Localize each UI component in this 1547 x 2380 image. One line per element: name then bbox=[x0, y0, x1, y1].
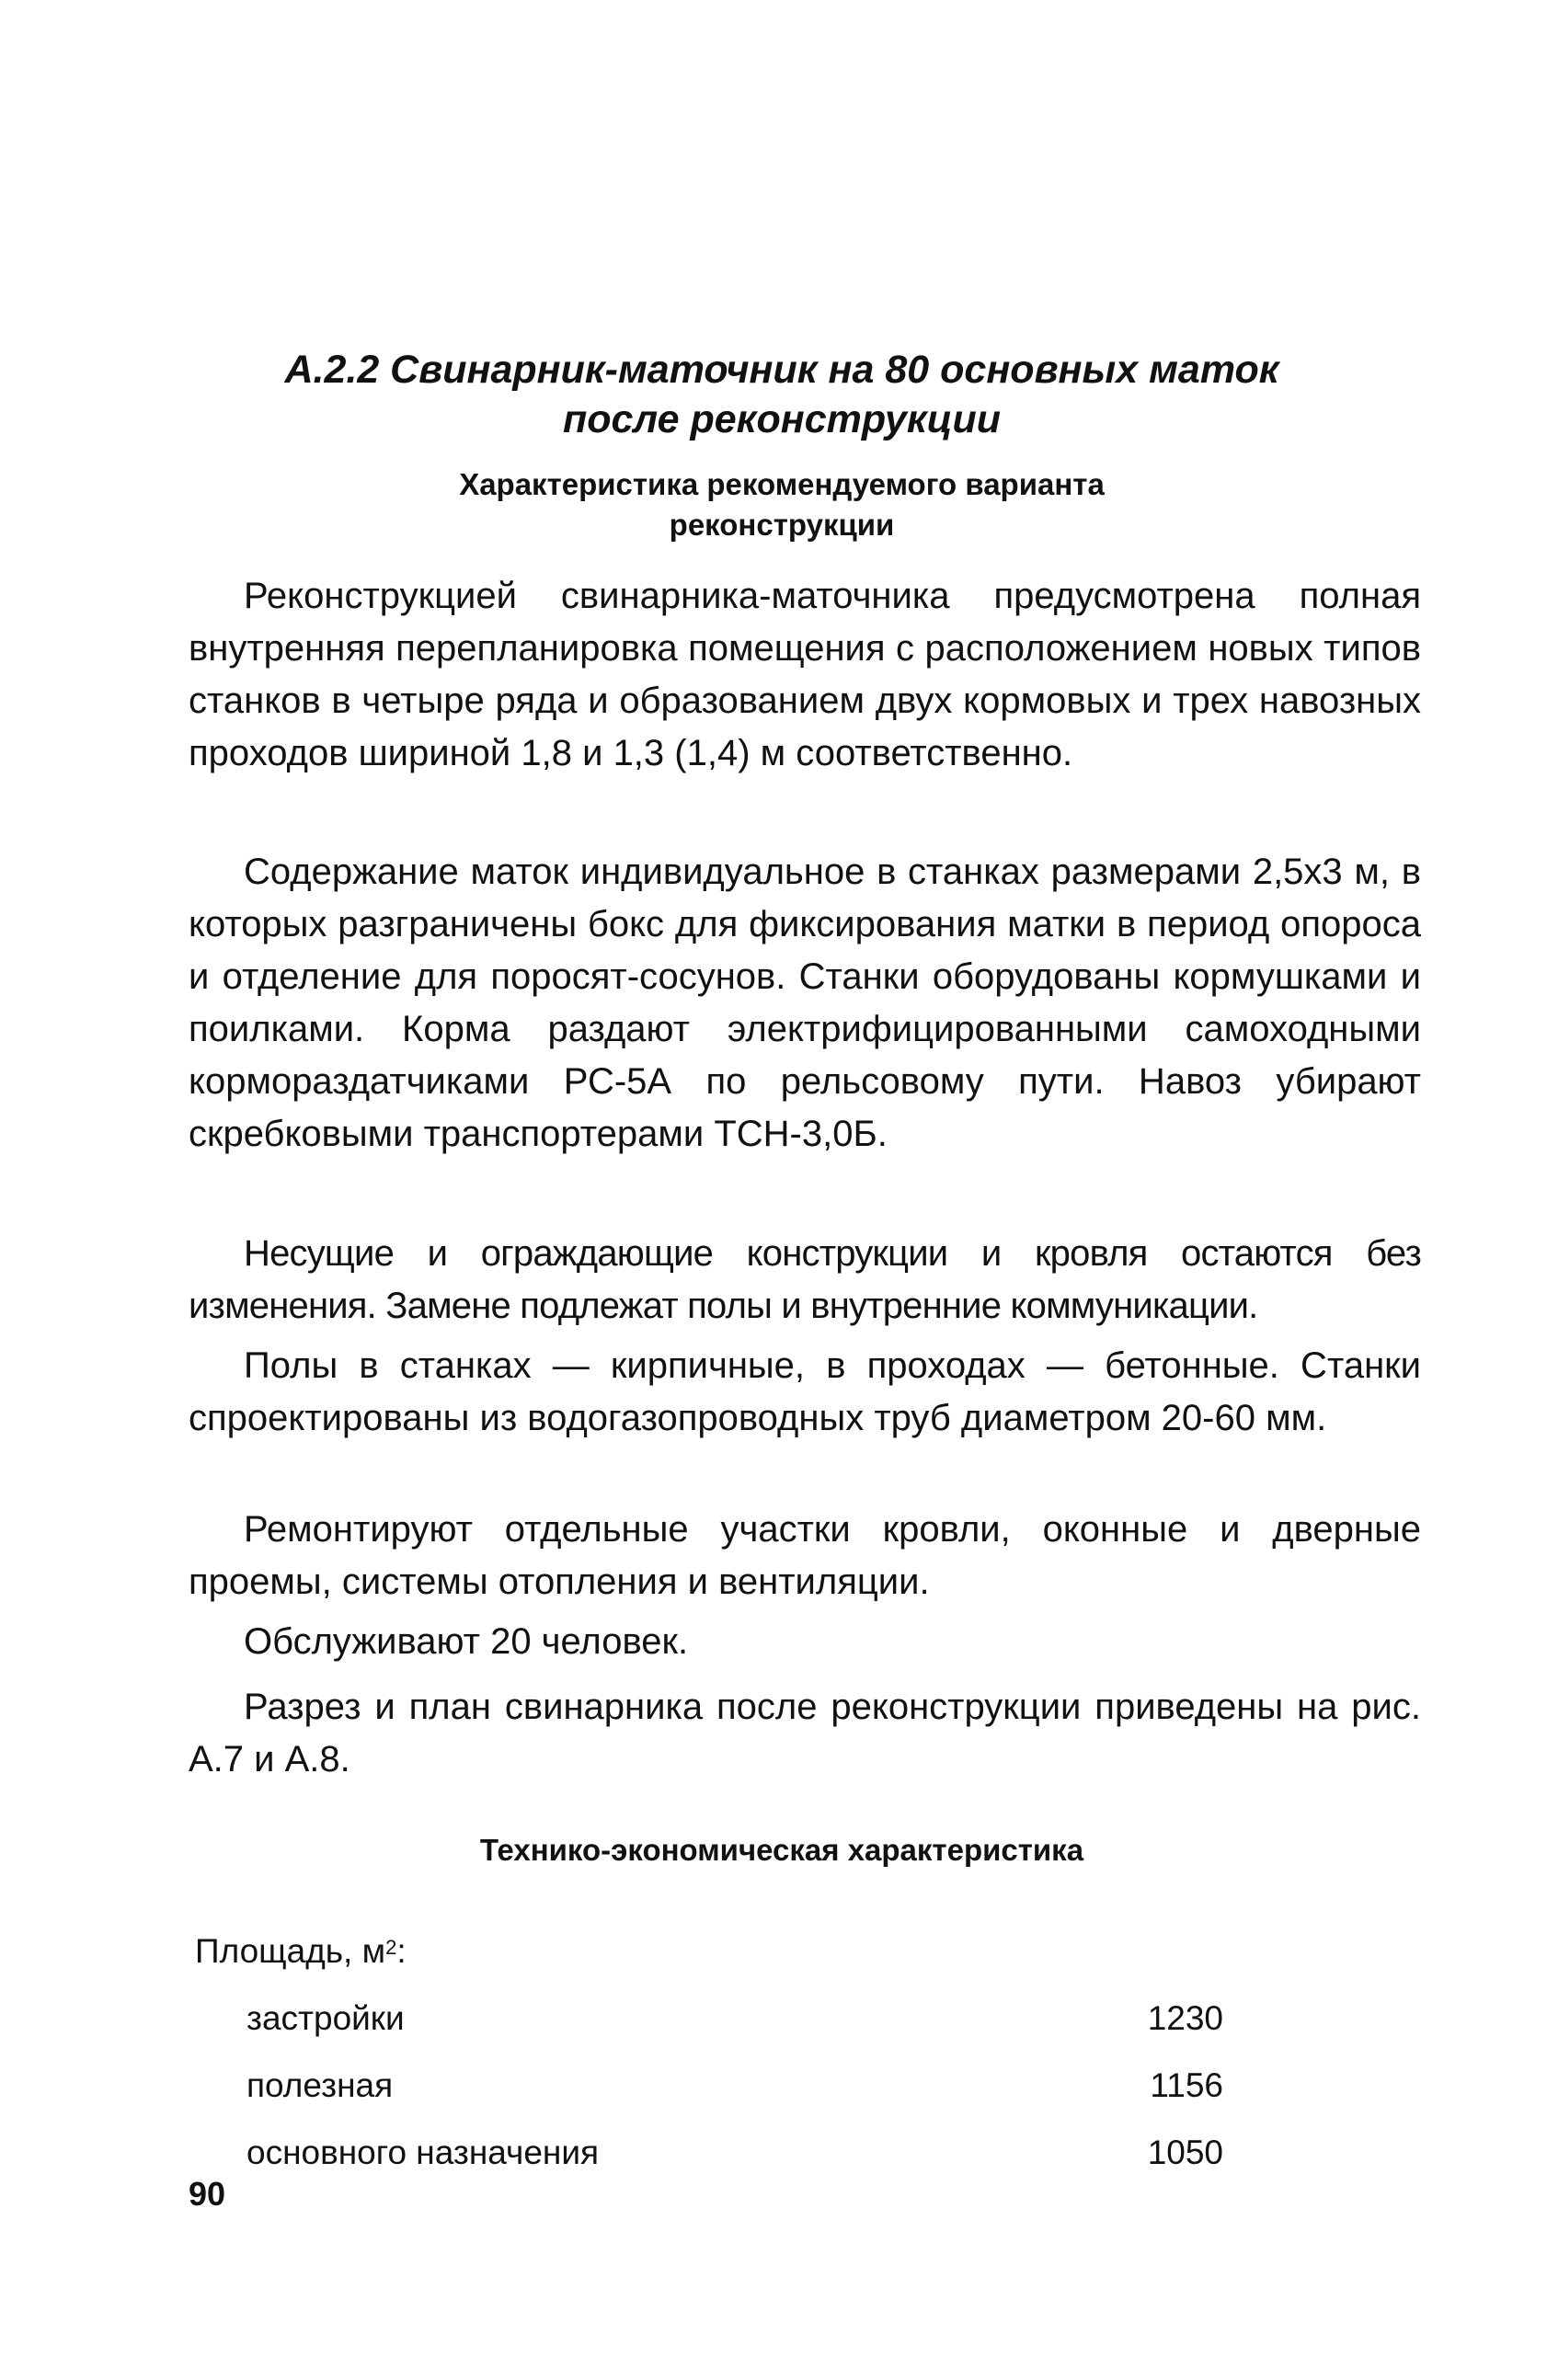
tech-econ-heading: Технико-экономическая характеристика bbox=[479, 1833, 1084, 1867]
page-number: 90 bbox=[189, 2175, 226, 2213]
area-row-label: основного назначения bbox=[246, 2134, 600, 2171]
area-row-label: застройки bbox=[246, 1999, 405, 2037]
area-row-value: 1050 bbox=[1147, 2134, 1223, 2171]
area-row-label: полезная bbox=[246, 2066, 394, 2104]
paragraph-5: Ремонтируют отдельные участки кровли, оконные и дверные проемы, системы отопления и вентиляции. bbox=[189, 1509, 1421, 1602]
subheading-line-2: реконструкции bbox=[669, 508, 895, 542]
paragraph-1: Реконструкцией свинарника-маточника предусмотрена полная внутренняя перепланировка помещения с расположением новых типов станков в четыре ряда и образованием двух кормовых и трех навозных проходов шириной 1,8 и 1,3 (1,4) м соответственно. bbox=[189, 576, 1421, 773]
paragraph-4: Полы в станках — кирпичные, в проходах — бетонные. Станки спроектированы из водогазопроводных труб диаметром 20-60 мм. bbox=[189, 1345, 1421, 1438]
paragraph-6: Обслуживают 20 человек. bbox=[244, 1621, 689, 1662]
section-heading-line-2: после реконструкции bbox=[562, 397, 1002, 441]
section-heading-line-1: А.2.2 Свинарник-маточник на 80 основных маток bbox=[284, 348, 1279, 392]
paragraph-7: Разрез и план свинарника после реконструкции приведены на рис. А.7 и А.8. bbox=[189, 1687, 1421, 1779]
area-row-value: 1230 bbox=[1147, 1999, 1223, 2037]
paragraph-3: Несущие и ограждающие конструкции и кровля остаются без изменения. Замене подлежат полы и внутренние коммуникации. bbox=[189, 1233, 1421, 1326]
subheading-line-1: Характеристика рекомендуемого варианта bbox=[459, 467, 1105, 501]
area-label: Площадь, $м^2$: bbox=[195, 1932, 407, 1970]
area-row-value: 1156 bbox=[1150, 2066, 1223, 2104]
paragraph-2: Содержание маток индивидуальное в станках размерами 2,5х3 м, в которых разграничены бокс для фиксирования матки в период опороса и отделение для поросят-сосунов. Станки оборудованы кормушками и поилками. Корма раздают электрифицированными самоходными кормораздатчиками РС-5А по рельсовому пути. Навоз убирают скребковыми транспортерами ТСН-3,0Б. bbox=[189, 852, 1421, 1154]
